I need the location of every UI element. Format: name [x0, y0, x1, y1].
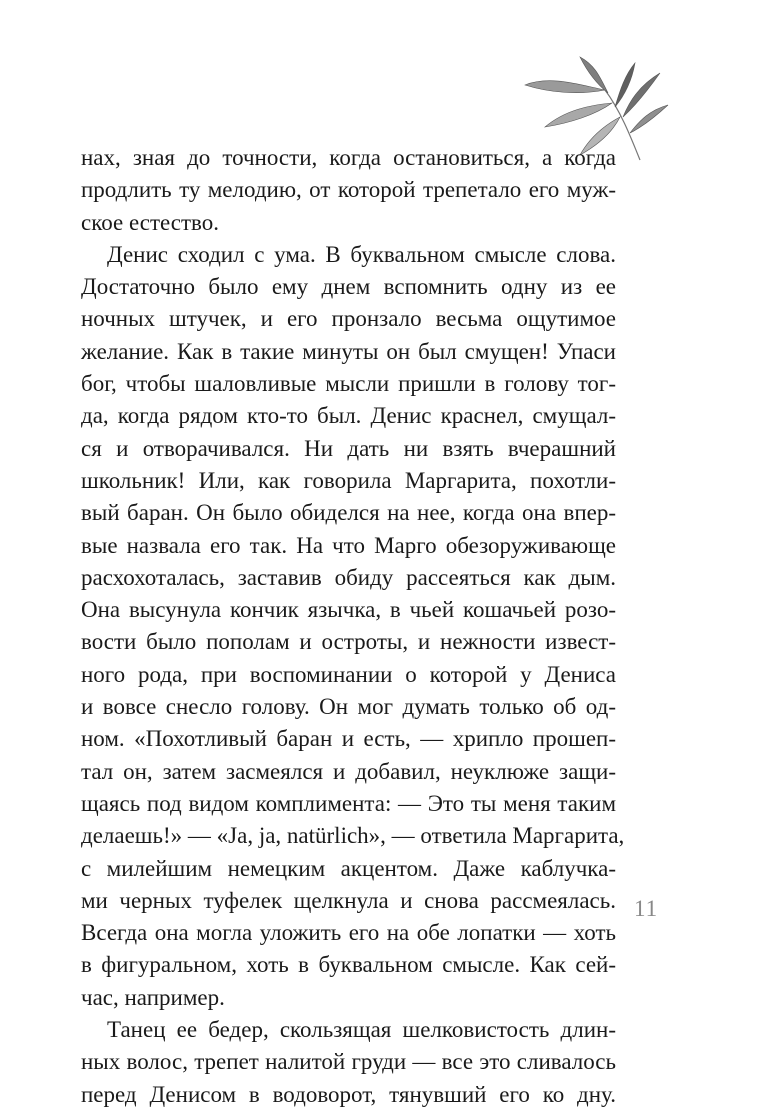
text-line: с милейшим немецким акцентом. Даже каблучка- — [81, 855, 616, 881]
text-line: в фигуральном, хоть в буквальном смысле. Как сей- — [81, 952, 616, 978]
text-line: ское естество. — [81, 209, 219, 235]
text-line: Достаточно было ему днем вспомнить одну из ее — [81, 274, 616, 300]
text-line: тал он, затем засмеялся и добавил, неуклюже защи- — [81, 758, 616, 784]
text-line: Танец ее бедер, скользящая шелковистость длин- — [107, 1017, 616, 1043]
text-line: щаясь под видом комплимента: — Это ты меня таким — [81, 790, 616, 816]
text-line: продлить ту мелодию, от которой трепетало его муж- — [81, 177, 616, 203]
text-line: да, когда рядом кто-то был. Денис краснел, смущал- — [81, 403, 616, 429]
text-line: ми черных туфелек щелкнула и снова рассмеялась. — [81, 887, 616, 913]
text-line: и вовсе снесло голову. Он мог думать только об од- — [81, 694, 616, 720]
text-line: делаешь!» — «Ja, ja, natürlich», — ответила Маргарита, — [81, 823, 625, 849]
page-number: 11 — [634, 896, 659, 921]
text-line: перед Денисом в водоворот, тянувший его ко дну. — [81, 1081, 616, 1107]
text-line: нах, зная до точности, когда остановиться, а когда — [81, 145, 616, 170]
text-line: час, например. — [81, 984, 225, 1010]
text-line: вый баран. Он было обиделся на нее, когда она впер- — [81, 500, 616, 526]
text-line: ном. «Похотливый баран и есть, — хрипло прошеп- — [81, 726, 616, 752]
text-line: ных волос, трепет налитой груди — все это сливалось — [81, 1049, 616, 1075]
text-line: ночных штучек, и его пронзало весьма ощутимое — [81, 306, 616, 332]
text-line: Денис сходил с ума. В буквальном смысле слова. — [107, 241, 616, 267]
text-line: желание. Как в такие минуты он был смущен! Упаси — [81, 338, 616, 364]
text-line: ного рода, при воспоминании о которой у Дениса — [81, 661, 616, 687]
text-line: бог, чтобы шаловливые мысли пришли в голову тог- — [81, 371, 616, 397]
body-text — [81, 142, 625, 1111]
text-line: Она высунула кончик язычка, в чьей кошачьей розо- — [81, 597, 616, 623]
text-line: вости было пополам и остроты, и нежности извест- — [81, 629, 616, 655]
text-line: ся и отворачивался. Ни дать ни взять вчерашний — [81, 435, 616, 461]
text-line: вые назвала его так. На что Марго обезоруживающе — [81, 532, 616, 558]
text-line: расхохоталась, заставив обиду рассеяться как дым. — [81, 564, 616, 590]
text-line: школьник! Или, как говорила Маргарита, похотли- — [81, 467, 616, 493]
text-line: Всегда она могла уложить его на обе лопатки — хоть — [81, 920, 616, 946]
